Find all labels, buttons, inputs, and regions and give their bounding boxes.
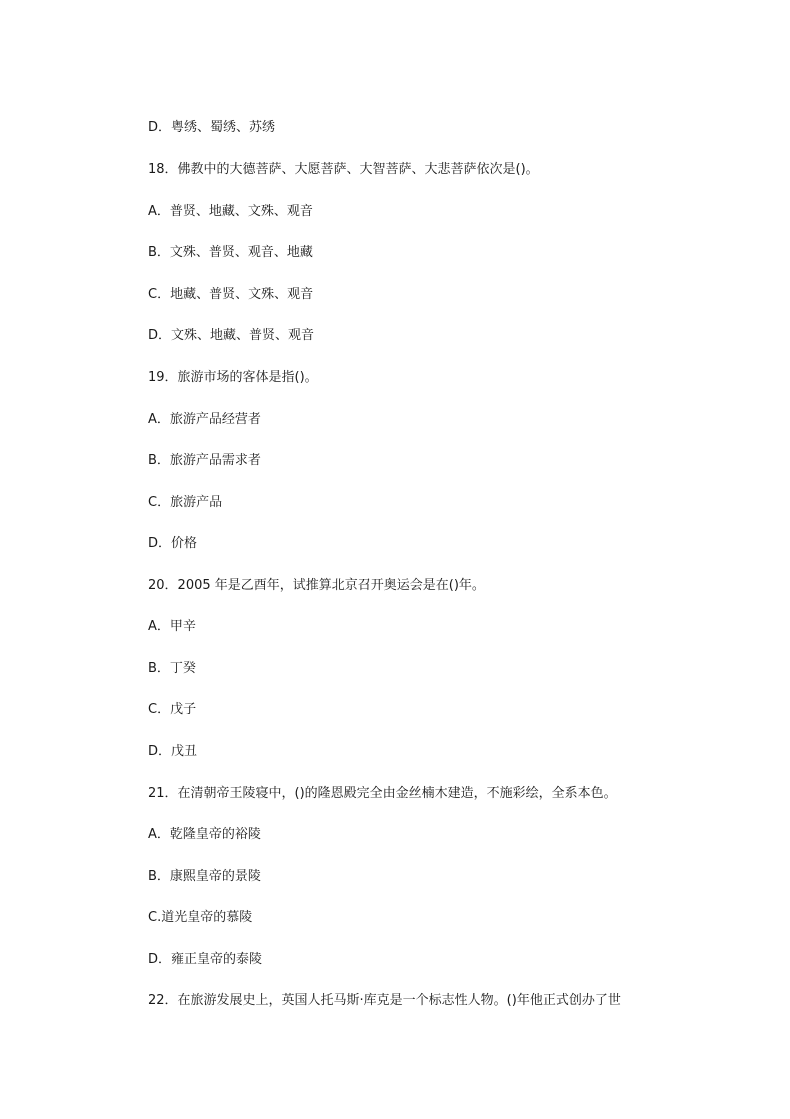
- option-a-q19: A．旅游产品经营者: [148, 412, 261, 427]
- option-d-q19: D．价格: [148, 536, 198, 551]
- option-a-q18: A．普贤、地藏、文殊、观音: [148, 204, 313, 219]
- option-c-q20: C．戊子: [148, 702, 197, 717]
- option-b-q19: B．旅游产品需求者: [148, 453, 261, 468]
- option-b-q18: B．文殊、普贤、观音、地藏: [148, 245, 313, 260]
- option-d-q21: D．雍正皇帝的泰陵: [148, 952, 263, 967]
- question-18: 18．佛教中的大德菩萨、大愿菩萨、大智菩萨、大悲菩萨依次是()。: [148, 162, 539, 177]
- question-22: 22．在旅游发展史上，英国人托马斯·库克是一个标志性人物。()年他正式创办了世: [148, 993, 621, 1008]
- option-d-q20: D．戊丑: [148, 744, 198, 759]
- option-c-q18: C．地藏、普贤、文殊、观音: [148, 287, 314, 302]
- option-b-q21: B．康熙皇帝的景陵: [148, 869, 261, 884]
- option-c-q19: C．旅游产品: [148, 495, 223, 510]
- option-a-q20: A．甲辛: [148, 619, 196, 634]
- option-b-q20: B．丁癸: [148, 661, 196, 676]
- option-a-q21: A．乾隆皇帝的裕陵: [148, 827, 261, 842]
- question-20: 20．2005 年是乙酉年，试推算北京召开奥运会是在()年。: [148, 578, 485, 593]
- option-d-q18: D．文殊、地藏、普贤、观音: [148, 328, 315, 343]
- question-21: 21．在清朝帝王陵寝中，()的隆恩殿完全由金丝楠木建造，不施彩绘，全系本色。: [148, 786, 617, 801]
- question-19: 19．旅游市场的客体是指()。: [148, 370, 318, 385]
- option-d-q17: D．粤绣、蜀绣、苏绣: [148, 120, 276, 135]
- option-c-q21: C.道光皇帝的慕陵: [148, 910, 253, 925]
